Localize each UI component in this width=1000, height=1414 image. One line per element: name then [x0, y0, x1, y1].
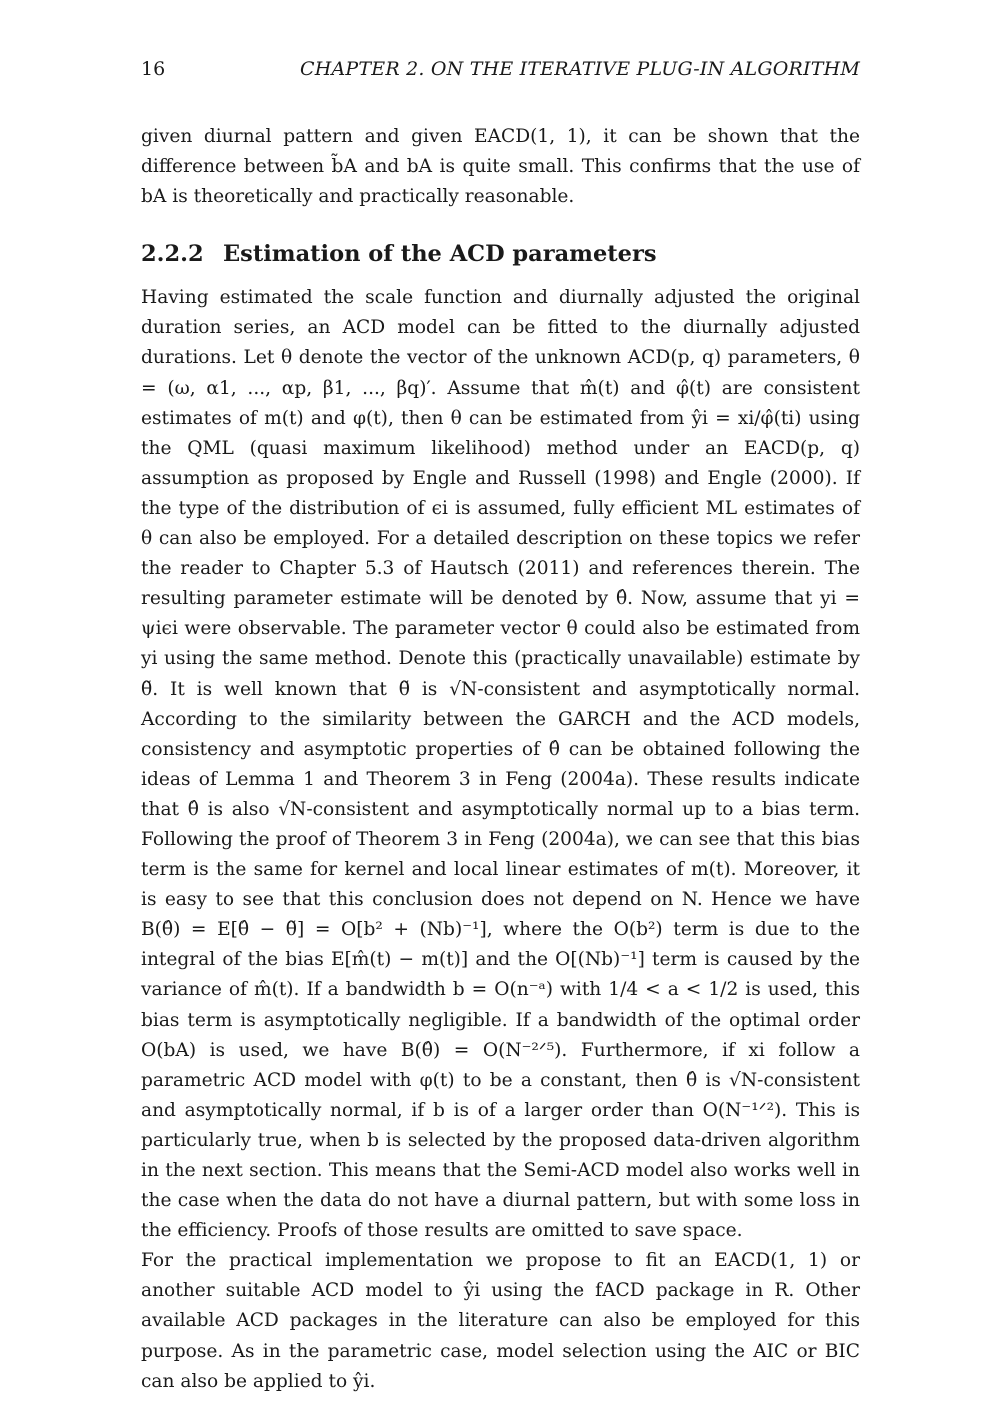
body-paragraph-2: For the practical implementation we propose to fit an EACD(1, 1) or another suitable ACD model to ŷi using the fACD package in R. Other available ACD packages in the literature can also be employed for this purpose. As in the parametric case, model selection using the AIC or BIC can also be applied to ŷi. [141, 1250, 860, 1392]
section-title: Estimation of the ACD parameters [223, 241, 657, 268]
section-number: 2.2.2 [141, 241, 204, 268]
section-heading [141, 239, 860, 269]
running-header [141, 56, 860, 82]
intro-paragraph: given diurnal pattern and given EACD(1, 1), it can be shown that the difference between b̃A and bA is quite small. This confirms that the use of bA is theoretically and practically reasonable. [141, 126, 860, 208]
page-number: 16 [141, 58, 166, 80]
running-title: CHAPTER 2. ON THE ITERATIVE PLUG-IN ALGORITHM [300, 58, 860, 80]
body-paragraph-1: Having estimated the scale function and diurnally adjusted the original duration series, an ACD model can be fitted to the diurnally adjusted durations. Let θ denote the vector of the unknown ACD(p, q) parameters, θ = (ω, α1, ..., αp, β1, ..., βq)′. Assume that m̂(t) and φ̂(t) are consistent estimates of m(t) and φ(t), then θ can be estimated from ŷi = xi/φ̂(ti) using the QML (quasi maximum likelihood) method under an EACD(p, q) assumption as proposed by Engle and Russell (1998) and Engle (2000). If the type of the distribution of ϵi is assumed, fully efficient ML estimates of θ can also be employed. For a detailed description on these topics we refer the reader to Chapter 5.3 of Hautsch (2011) and references therein. The resulting parameter estimate will be denoted by θ̂. Now, assume that yi = ψiϵi were observable. The parameter vector θ could also be estimated from yi using the same method. Denote this (practically unavailable) estimate by θ̃. It is well known that θ̃ is √N-consistent and asymptotically normal. According to the similarity between the GARCH and the ACD models, consistency and asymptotic properties of θ̂ can be obtained following the ideas of Lemma 1 and Theorem 3 in Feng (2004a). These results indicate that θ̂ is also √N-consistent and asymptotically normal up to a bias term. Following the proof of Theorem 3 in Feng (2004a), we can see that this bias term is the same for kernel and local linear estimates of m(t). Moreover, it is easy to see that this conclusion does not depend on N. Hence we have B(θ̂) = E[θ̂ − θ̃] = O[b² + (Nb)⁻¹], where the O(b²) term is due to the integral of the bias E[m̂(t) − m(t)] and the O[(Nb)⁻¹] term is caused by the variance of m̂(t). If a bandwidth b = O(n⁻ᵃ) with 1/4 < a < 1/2 is used, this bias term is asymptotically negligible. If a bandwidth of the optimal order O(bA) is used, we have B(θ̂) = O(N⁻²ᐟ⁵). Furthermore, if xi follow a parametric ACD model with φ(t) to be a constant, then θ̂ is √N-consistent and asymptotically normal, if b is of a larger order than O(N⁻¹ᐟ²). This is particularly true, when b is selected by the proposed data-driven algorithm in the next section. This means that the Semi-ACD model also works well in the case when the data do not have a diurnal pattern, but with some loss in the efficiency. Proofs of those results are omitted to save space. [141, 287, 860, 1242]
page-body [141, 122, 860, 1397]
